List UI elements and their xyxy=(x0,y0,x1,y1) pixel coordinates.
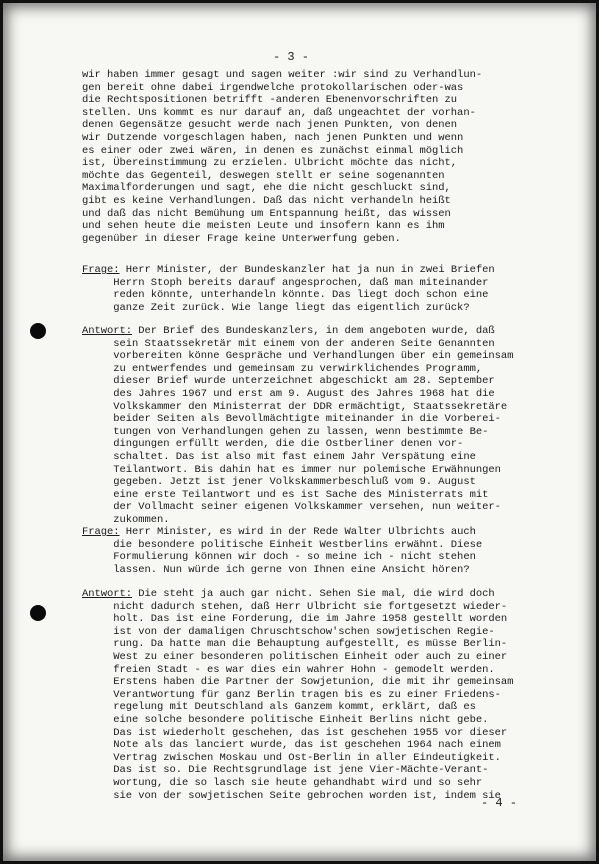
text-line: gibt es keine Verhandlungen. Daß das nicht verhandeln heißt xyxy=(82,194,451,207)
next-page-marker: - 4 - xyxy=(481,796,518,810)
text-line: sie von der sowjetischen Seite gebrochen worden ist, indem sie xyxy=(82,789,501,802)
text-line: Erstens haben die Partner der Sowjetunion, die mit ihr gemeinsam xyxy=(82,676,514,689)
text-line: ist, Übereinstimmung zu erzielen. Ulbricht möchte das nicht, xyxy=(82,157,458,170)
text-line: holt. Das ist eine Forderung, die im Jahre 1958 gestellt worden xyxy=(82,613,508,626)
text-line: vorbereiten könne Gespräche und Verhandlungen über ein gemeinsam xyxy=(82,350,514,363)
text-line: Teilantwort. Bis dahin hat es immer nur polemische Erwähnungen xyxy=(82,463,501,476)
speaker-label: Antwort: xyxy=(82,325,133,337)
text-line: dieser Brief wurde unterzeichnet abgeschickt am 28. September xyxy=(82,375,495,388)
text-line: rung. Da hatte man die Behauptung aufgestellt, es müsse Berlin- xyxy=(82,638,508,651)
text-line: regelung mit Deutschland als Ganzem kommt, erklärt, daß es xyxy=(82,701,476,714)
text-line: des Jahres 1967 und erst am 9. August des Jahres 1968 hat die xyxy=(82,387,495,400)
text-line: Frage: Herr Minister, es wird in der Rede Walter Ulbrichts auch xyxy=(82,526,476,538)
text-line: ganze Zeit zurück. Wie lange liegt das eigentlich zurück? xyxy=(82,301,470,314)
text-line: Antwort: Der Brief des Bundeskanzlers, in dem angeboten wurde, daß xyxy=(82,325,495,337)
answer-1 xyxy=(82,325,552,527)
text-line: die Rechtspositionen betrifft -anderen Ebenenvorschriften zu xyxy=(82,94,458,107)
text-line: beider Seiten als Bevollmächtigte miteinander in die Vorberei- xyxy=(82,413,501,426)
text-line: stellen. Uns kommt es nur darauf an, daß ungeachtet der vorhan- xyxy=(82,106,476,119)
text-line: nicht dadurch stehen, daß Herr Ulbricht sie fortgesetzt wieder- xyxy=(82,600,508,613)
speaker-label: Antwort: xyxy=(82,588,133,600)
text-line: wir Dutzende vorgeschlagen haben, nach jenen Punkten und wenn xyxy=(82,131,464,144)
answer-2 xyxy=(82,588,552,802)
text-line: es einer oder zwei wären, in denen es zunächst einmal möglich xyxy=(82,144,464,157)
text-line: zu entwerfendes und gemeinsam zu verwirklichendes Programm, xyxy=(82,362,483,375)
text-line: Antwort: Die steht ja auch gar nicht. Sehen Sie mal, die wird doch xyxy=(82,588,495,600)
text-line: Vertrag zwischen Moskau und Ost-Berlin in aller Eindeutigkeit. xyxy=(82,751,501,764)
question-2 xyxy=(82,526,552,576)
punch-hole-top xyxy=(30,323,46,339)
text-line: wortung, die so lasch sie heute gehandhabt wird und so sehr xyxy=(82,776,483,789)
text-line: reden könnte, unterhandeln könnte. Das liegt doch schon eine xyxy=(82,289,489,302)
text-line: Das ist so. Die Rechtsgrundlage ist jene Vier-Mächte-Verant- xyxy=(82,764,489,777)
speaker-label: Frage: xyxy=(82,526,120,538)
text-line: Das ist wiederholt geschehen, das ist geschehen 1955 vor dieser xyxy=(82,726,508,739)
text-line: zukommen. xyxy=(82,513,170,526)
text-line: denen Gegensätze gesucht werde nach jenen Punkten, von denen xyxy=(82,119,458,132)
text-line: möchte das Gegenteil, deswegen stellt er seine sogenannten xyxy=(82,169,445,182)
paragraph-intro xyxy=(82,69,552,245)
text-line: West zu einer besonderen politischen Einheit oder auch zu einer xyxy=(82,650,508,663)
text-line: wir haben immer gesagt und sagen weiter :wir sind zu Verhandlun- xyxy=(82,69,483,81)
text-line: der Vollmacht seiner eigenen Volkskammer versehen, nun weiter- xyxy=(82,501,501,514)
text-line: freien Stadt - es war dies ein wahrer Hohn - gemodelt werden. xyxy=(82,663,495,676)
text-line: Herrn Stoph bereits darauf angesprochen, daß man miteinander xyxy=(82,276,489,289)
text-line: Frage: Herr Minister, der Bundeskanzler hat ja nun in zwei Briefen xyxy=(82,264,495,276)
text-line: ist von der damaligen Chruschtschow'schen sowjetischen Regie- xyxy=(82,625,495,638)
text-line: und daß das nicht Bemühung um Entspannung heißt, das wissen xyxy=(82,207,451,220)
text-line: eine solche besondere politische Einheit Berlins nicht gebe. xyxy=(82,713,489,726)
text-line: Maximalforderungen und sagt, ehe die nicht geschluckt sind, xyxy=(82,182,451,195)
text-line: Volkskammer den Ministerrat der DDR ermächtigt, Staatssekretäre xyxy=(82,400,508,413)
page-number: - 3 - xyxy=(273,50,310,64)
text-line: schaltet. Das ist also mit fast einem Jahr Verspätung eine xyxy=(82,450,476,463)
text-line: Formulierung können wir doch - so meine ich - nicht stehen xyxy=(82,551,476,564)
text-line: dingungen erfüllt werden, die die Ostberliner denen vor- xyxy=(82,438,464,451)
question-1 xyxy=(82,264,552,314)
text-line: und sehen heute die meisten Leute und insofern kann es ihm xyxy=(82,220,445,233)
punch-hole-bottom xyxy=(30,605,46,621)
text-line: tungen von Verhandlungen gehen zu lassen, wenn bestimmte Be- xyxy=(82,425,489,438)
text-line: gegeben. Jetzt ist jener Volkskammerbeschluß vom 9. August xyxy=(82,476,476,489)
text-line: gegenüber in dieser Frage keine Unterwerfung geben. xyxy=(82,232,401,245)
text-line: Verantwortung für ganz Berlin tragen bis es zu einer Friedens- xyxy=(82,688,501,701)
text-line: Note als das lanciert wurde, das ist geschehen 1964 nach einem xyxy=(82,739,501,752)
text-line: die besondere politische Einheit Westberlins erwähnt. Diese xyxy=(82,538,483,551)
text-line: sein Staatssekretär mit einem von der anderen Seite Genannten xyxy=(82,337,495,350)
text-line: eine erste Teilantwort und es ist Sache des Ministerrats mit xyxy=(82,488,489,501)
text-line: gen bereit ohne dabei irgendwelche protokollarischen oder-was xyxy=(82,81,464,94)
speaker-label: Frage: xyxy=(82,264,120,276)
text-line: lassen. Nun würde ich gerne von Ihnen eine Ansicht hören? xyxy=(82,563,470,576)
